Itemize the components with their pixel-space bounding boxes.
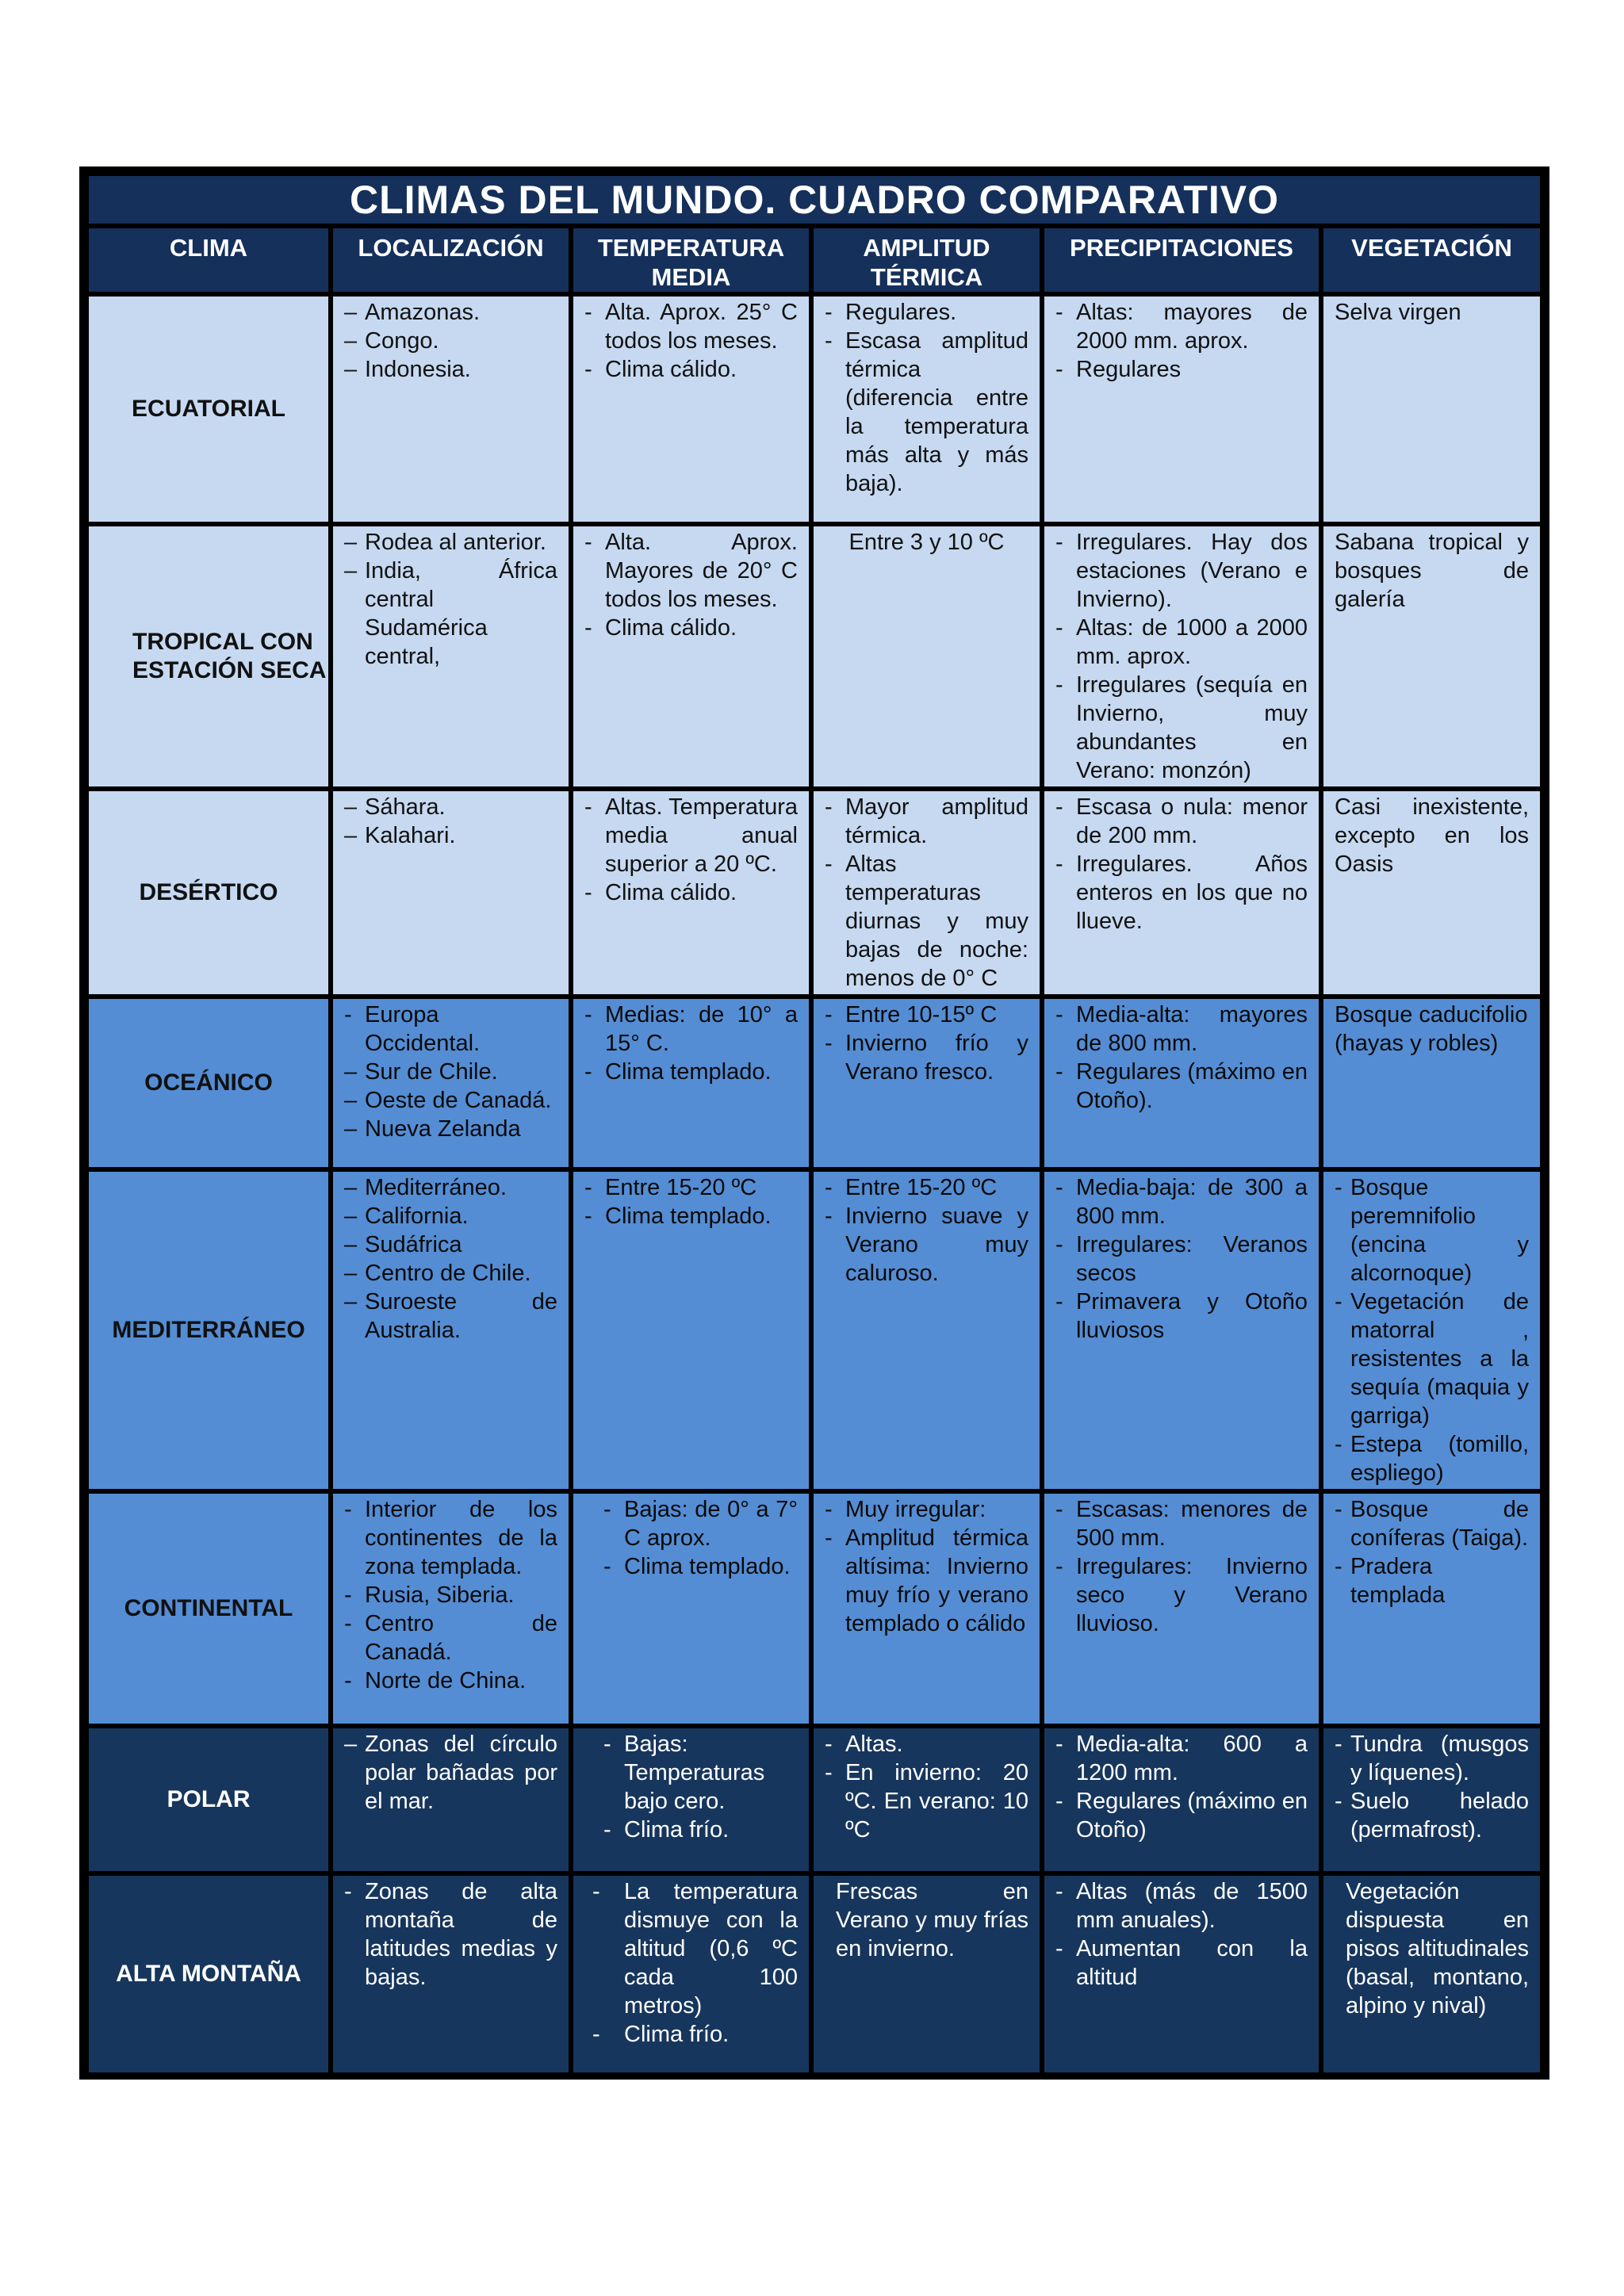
header-vegetacion: VEGETACIÓN [1321, 226, 1542, 294]
precipitaciones-cell [1042, 1169, 1321, 1491]
amplitud-cell [811, 997, 1042, 1169]
header-clima: CLIMA [86, 226, 331, 294]
list-item: - Pradera templada [1335, 1552, 1529, 1609]
list-item: – Indonesia. [344, 355, 557, 384]
list-item: - Clima templado. [584, 1058, 798, 1086]
clima-name: TROPICAL CON ESTACIÓN SECA [86, 524, 331, 789]
list-item: - Interior de los continentes de la zona templada. [344, 1495, 557, 1581]
list-item: - Irregulares: Veranos secos [1055, 1230, 1308, 1288]
list-item: – Rodea al anterior. [344, 528, 557, 557]
list-item: - Aumentan con la altitud [1055, 1934, 1308, 1992]
vegetacion-cell [1321, 524, 1542, 789]
list-item: - Amplitud térmica altísima: Invierno muy frío y verano templado o cálido [825, 1524, 1028, 1638]
list-item: - Norte de China. [344, 1667, 557, 1695]
table-row [86, 997, 1542, 1169]
list-item: - Clima cálido. [584, 355, 798, 384]
precipitaciones-cell [1042, 997, 1321, 1169]
list-item: - La temperatura dismuye con la altitud (0,6 ºC cada 100 metros) [592, 1877, 798, 2020]
list-item: - Irregulares (sequía en Invierno, muy abundantes en Verano: monzón) [1055, 671, 1308, 785]
precipitaciones-cell [1042, 1726, 1321, 1873]
list-item: - Irregulares. Años enteros en los que no llueve. [1055, 850, 1308, 936]
list-item: - Entre 15-20 ºC [584, 1173, 798, 1202]
temperatura-cell [571, 997, 811, 1169]
amplitud-cell [811, 294, 1042, 524]
amplitud-cell [811, 1169, 1042, 1491]
header-amplitud: AMPLITUD TÉRMICA [811, 226, 1042, 294]
table-row [86, 524, 1542, 789]
table-row [86, 294, 1542, 524]
vegetacion-cell [1321, 997, 1542, 1169]
header-temperatura: TEMPERATURA MEDIA [571, 226, 811, 294]
list-item: - Clima frío. [603, 1816, 798, 1844]
localizacion-cell [331, 524, 571, 789]
temperatura-cell [571, 1726, 811, 1873]
list-item: - Invierno frío y Verano fresco. [825, 1029, 1028, 1086]
amplitud-cell [811, 789, 1042, 997]
table-row [86, 1169, 1542, 1491]
list-item: – Amazonas. [344, 298, 557, 327]
list-item: - Altas. [825, 1730, 1028, 1758]
list-item: - Regulares (máximo en Otoño). [1055, 1058, 1308, 1115]
list-item: - Media-alta: mayores de 800 mm. [1055, 1001, 1308, 1058]
list-item: - Suelo helado (permafrost). [1335, 1787, 1529, 1844]
temperatura-cell [571, 1873, 811, 2075]
list-item: - Altas (más de 1500 mm anuales). [1055, 1877, 1308, 1934]
list-item: - Clima cálido. [584, 614, 798, 642]
precipitaciones-cell [1042, 1491, 1321, 1726]
list-item: - Muy irregular: [825, 1495, 1028, 1524]
vegetacion-text: Casi inexistente, excepto en los Oasis [1335, 794, 1530, 877]
list-item: - Vegetación de matorral , resistentes a la sequía (maquia y garriga) [1335, 1288, 1529, 1430]
list-item: – Sur de Chile. [344, 1058, 557, 1086]
list-item: - Alta. Aprox. 25° C todos los meses. [584, 298, 798, 355]
temperatura-cell [571, 1169, 811, 1491]
list-item: – California. [344, 1202, 557, 1230]
localizacion-cell [331, 1491, 571, 1726]
vegetacion-text: Bosque caducifolio (hayas y robles) [1335, 1002, 1528, 1056]
table-row [86, 789, 1542, 997]
list-item: - Regulares (máximo en Otoño) [1055, 1787, 1308, 1844]
list-item: - Zonas de alta montaña de latitudes medias y bajas. [344, 1877, 557, 1992]
list-item: - Clima templado. [603, 1552, 798, 1581]
list-item: – Oeste de Canadá. [344, 1086, 557, 1115]
precipitaciones-cell [1042, 789, 1321, 997]
list-item: - Irregulares: Invierno seco y Verano lluvioso. [1055, 1552, 1308, 1638]
amplitud-cell [811, 1726, 1042, 1873]
list-item: - Media-alta: 600 a 1200 mm. [1055, 1730, 1308, 1787]
list-item: - Bajas: de 0° a 7° C aprox. [603, 1495, 798, 1552]
list-item: - Altas: mayores de 2000 mm. aprox. [1055, 298, 1308, 355]
clima-name: OCEÁNICO [86, 997, 331, 1169]
localizacion-cell [331, 1169, 571, 1491]
vegetacion-text: Sabana tropical y bosques de galería [1335, 530, 1530, 612]
temperatura-cell [571, 1491, 811, 1726]
localizacion-cell [331, 1726, 571, 1873]
list-item: - Clima frío. [592, 2020, 798, 2049]
list-item: - Clima cálido. [584, 878, 798, 907]
table-row [86, 1873, 1542, 2075]
list-item: – Centro de Chile. [344, 1259, 557, 1288]
list-item: – Mediterráneo. [344, 1173, 557, 1202]
list-item: - Medias: de 10° a 15° C. [584, 1001, 798, 1058]
list-item: - Escasas: menores de 500 mm. [1055, 1495, 1308, 1552]
list-item: – Congo. [344, 327, 557, 355]
list-item: - Clima templado. [584, 1202, 798, 1230]
table-title: CLIMAS DEL MUNDO. CUADRO COMPARATIVO [86, 174, 1542, 226]
list-item: - Regulares [1055, 355, 1308, 384]
header-row [86, 226, 1542, 294]
list-item: - Estepa (tomillo, espliego) [1335, 1430, 1529, 1487]
list-item: – Kalahari. [344, 821, 557, 850]
vegetacion-cell [1321, 1169, 1542, 1491]
clima-name: ALTA MONTAÑA [86, 1873, 331, 2075]
list-item: - Alta. Aprox. Mayores de 20° C todos los meses. [584, 528, 798, 614]
amplitud-cell [811, 1491, 1042, 1726]
list-item: - Regulares. [825, 298, 1028, 327]
list-item: - Escasa amplitud térmica (diferencia entre la temperatura más alta y más baja). [825, 327, 1028, 498]
list-item: - Irregulares. Hay dos estaciones (Verano e Invierno). [1055, 528, 1308, 614]
list-item: - En invierno: 20 ºC. En verano: 10 ºC [825, 1758, 1028, 1844]
amplitud-text: Entre 3 y 10 ºC [848, 530, 1005, 555]
localizacion-cell [331, 997, 571, 1169]
localizacion-cell [331, 789, 571, 997]
list-item: - Europa Occidental. [344, 1001, 557, 1058]
clima-name: CONTINENTAL [86, 1491, 331, 1726]
list-item: - Entre 10-15º C [825, 1001, 1028, 1029]
list-item: - Escasa o nula: menor de 200 mm. [1055, 793, 1308, 850]
vegetacion-cell [1321, 1726, 1542, 1873]
header-precipitaciones: PRECIPITACIONES [1042, 226, 1321, 294]
vegetacion-text: Selva virgen [1335, 300, 1461, 325]
climate-comparison-table [86, 174, 1542, 2075]
list-item: – Suroeste de Australia. [344, 1288, 557, 1345]
list-item: - Rusia, Siberia. [344, 1581, 557, 1609]
list-item: - Centro de Canadá. [344, 1609, 557, 1667]
list-item: - Invierno suave y Verano muy caluroso. [825, 1202, 1028, 1288]
clima-name: POLAR [86, 1726, 331, 1873]
list-item: – Sudáfrica [344, 1230, 557, 1259]
amplitud-text: Frescas en Verano y muy frías en invierno. [836, 1879, 1028, 1961]
list-item: - Mayor amplitud térmica. [825, 793, 1028, 850]
list-item: - Altas temperaturas diurnas y muy bajas de noche: menos de 0° C [825, 850, 1028, 993]
vegetacion-cell [1321, 789, 1542, 997]
list-item: - Bajas: Temperaturas bajo cero. [603, 1730, 798, 1816]
list-item: – Sáhara. [344, 793, 557, 821]
temperatura-cell [571, 524, 811, 789]
clima-name: MEDITERRÁNEO [86, 1169, 331, 1491]
vegetacion-cell [1321, 1873, 1542, 2075]
localizacion-cell [331, 1873, 571, 2075]
list-item: - Entre 15-20 ºC [825, 1173, 1028, 1202]
list-item: - Media-baja: de 300 a 800 mm. [1055, 1173, 1308, 1230]
list-item: - Altas. Temperatura media anual superior a 20 ºC. [584, 793, 798, 878]
temperatura-cell [571, 294, 811, 524]
amplitud-cell [811, 1873, 1042, 2075]
list-item: – Zonas del círculo polar bañadas por el mar. [344, 1730, 557, 1816]
precipitaciones-cell [1042, 294, 1321, 524]
list-item: - Bosque peremnifolio (encina y alcornoque) [1335, 1173, 1529, 1288]
precipitaciones-cell [1042, 1873, 1321, 2075]
list-item: - Bosque de coníferas (Taiga). [1335, 1495, 1529, 1552]
list-item: - Primavera y Otoño lluviosos [1055, 1288, 1308, 1345]
comparison-table-frame [79, 166, 1549, 2080]
amplitud-cell [811, 524, 1042, 789]
list-item: - Tundra (musgos y líquenes). [1335, 1730, 1529, 1787]
header-localizacion: LOCALIZACIÓN [331, 226, 571, 294]
localizacion-cell [331, 294, 571, 524]
table-row [86, 1491, 1542, 1726]
list-item: - Altas: de 1000 a 2000 mm. aprox. [1055, 614, 1308, 671]
clima-name: DESÉRTICO [86, 789, 331, 997]
list-item: – Nueva Zelanda [344, 1115, 557, 1143]
list-item: – India, África central Sudamérica central, [344, 557, 557, 671]
vegetacion-cell [1321, 294, 1542, 524]
precipitaciones-cell [1042, 524, 1321, 789]
table-row [86, 1726, 1542, 1873]
clima-name: ECUATORIAL [86, 294, 331, 524]
temperatura-cell [571, 789, 811, 997]
vegetacion-text: Vegetación dispuesta en pisos altitudinales (basal, montano, alpino y nival) [1346, 1879, 1530, 2019]
vegetacion-cell [1321, 1491, 1542, 1726]
